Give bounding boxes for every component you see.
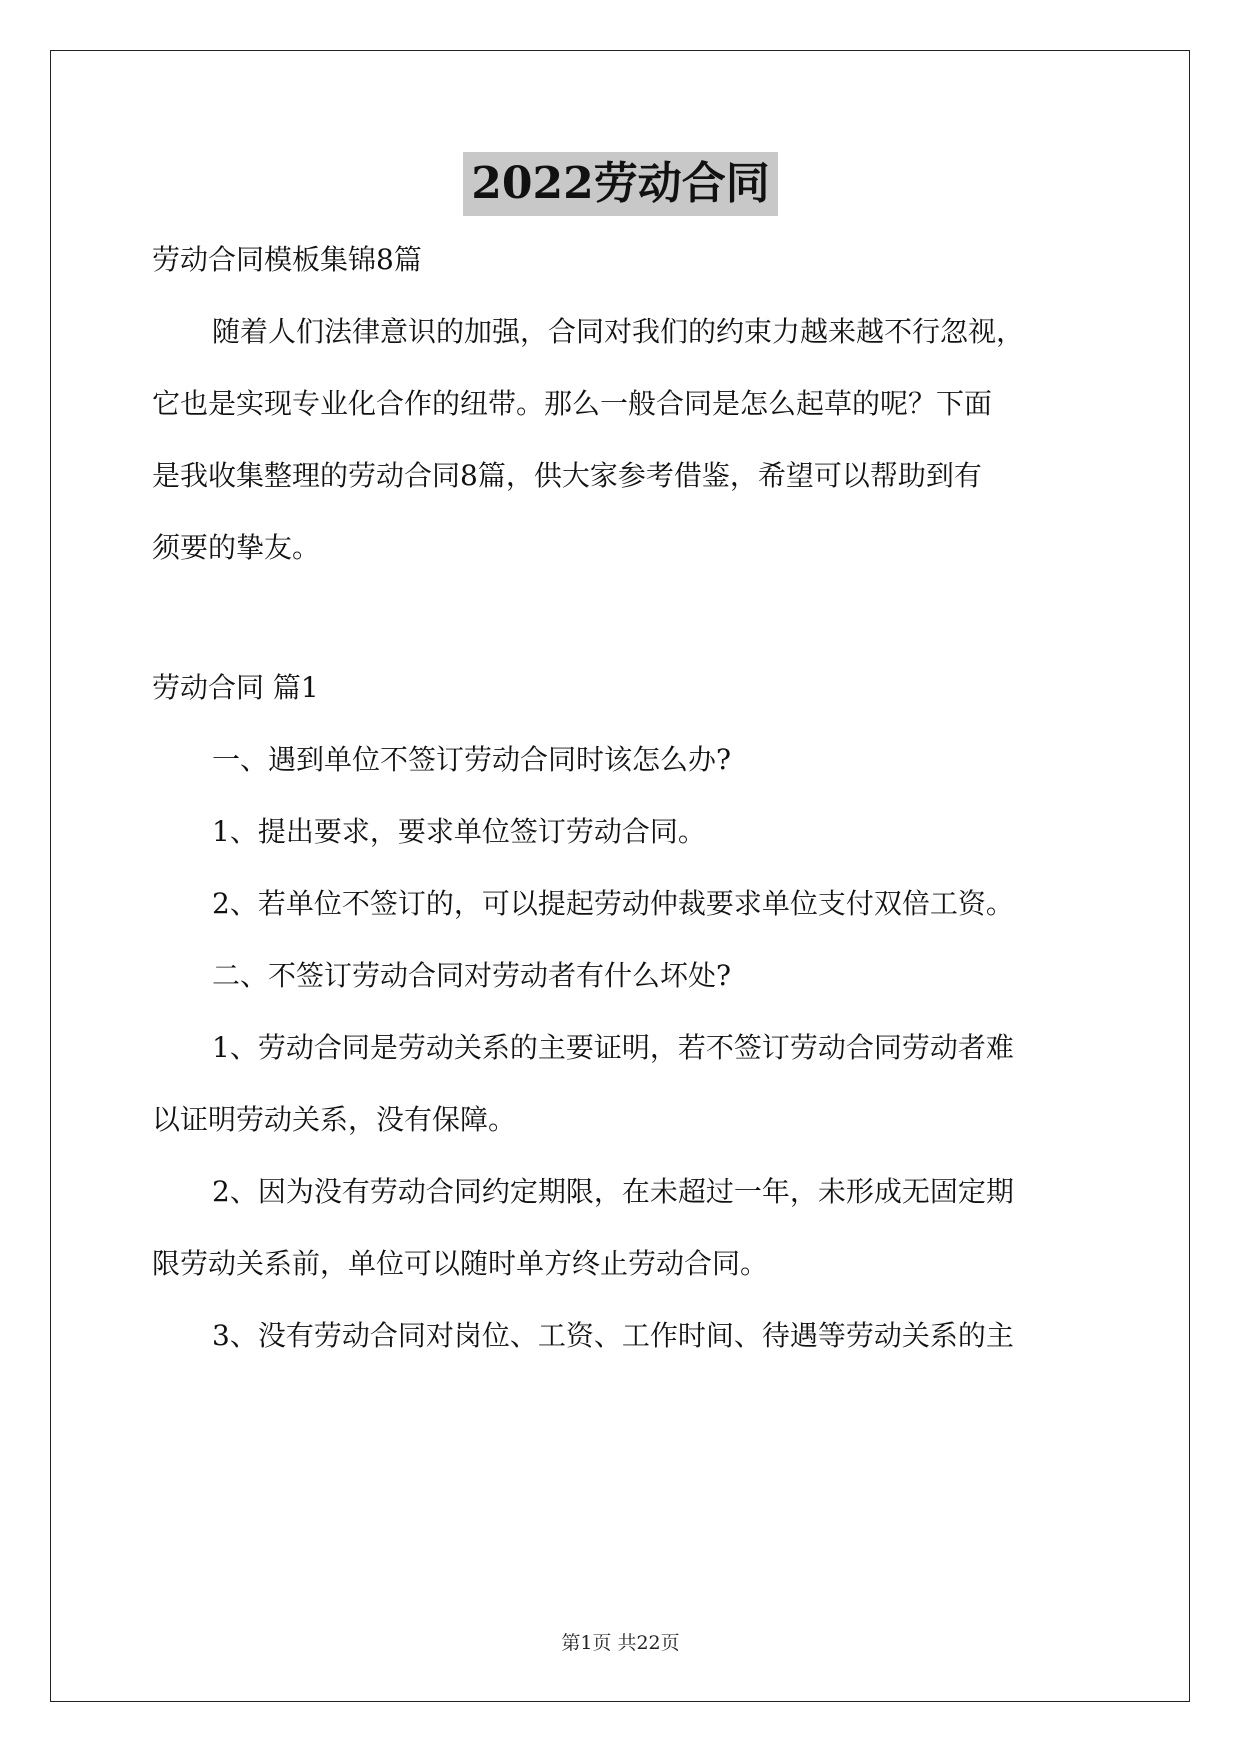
intro-line: 是我收集整理的劳动合同8篇，供大家参考借鉴，希望可以帮助到有	[152, 459, 982, 492]
intro-line: 须要的挚友。	[152, 531, 321, 564]
section-heading: 劳动合同 篇1	[152, 671, 319, 704]
intro-line: 随着人们法律意识的加强，合同对我们的约束力越来越不行忽视，	[212, 315, 1025, 348]
intro-line: 它也是实现专业化合作的纽带。那么一般合同是怎么起草的呢？下面	[152, 387, 993, 420]
page-footer: 第1页 共22页	[561, 1632, 680, 1654]
body-line: 1、提出要求，要求单位签订劳动合同。	[212, 815, 706, 848]
title-container	[0, 152, 1241, 216]
body-line: 以证明劳动关系，没有保障。	[152, 1103, 517, 1136]
body-line: 3、没有劳动合同对岗位、工资、工作时间、待遇等劳动关系的主	[212, 1319, 1014, 1352]
document-title: 2022劳动合同	[463, 152, 777, 216]
subtitle: 劳动合同模板集锦8篇	[152, 243, 422, 276]
body-line: 二、不签订劳动合同对劳动者有什么坏处?	[212, 959, 732, 992]
body-line: 限劳动关系前，单位可以随时单方终止劳动合同。	[152, 1247, 769, 1280]
body-line: 1、劳动合同是劳动关系的主要证明，若不签订劳动合同劳动者难	[212, 1031, 1014, 1064]
body-line: 一、遇到单位不签订劳动合同时该怎么办?	[212, 743, 732, 776]
page-border	[50, 50, 1190, 1702]
body-line: 2、若单位不签订的，可以提起劳动仲裁要求单位支付双倍工资。	[212, 887, 1014, 920]
body-line: 2、因为没有劳动合同约定期限，在未超过一年，未形成无固定期	[212, 1175, 1014, 1208]
